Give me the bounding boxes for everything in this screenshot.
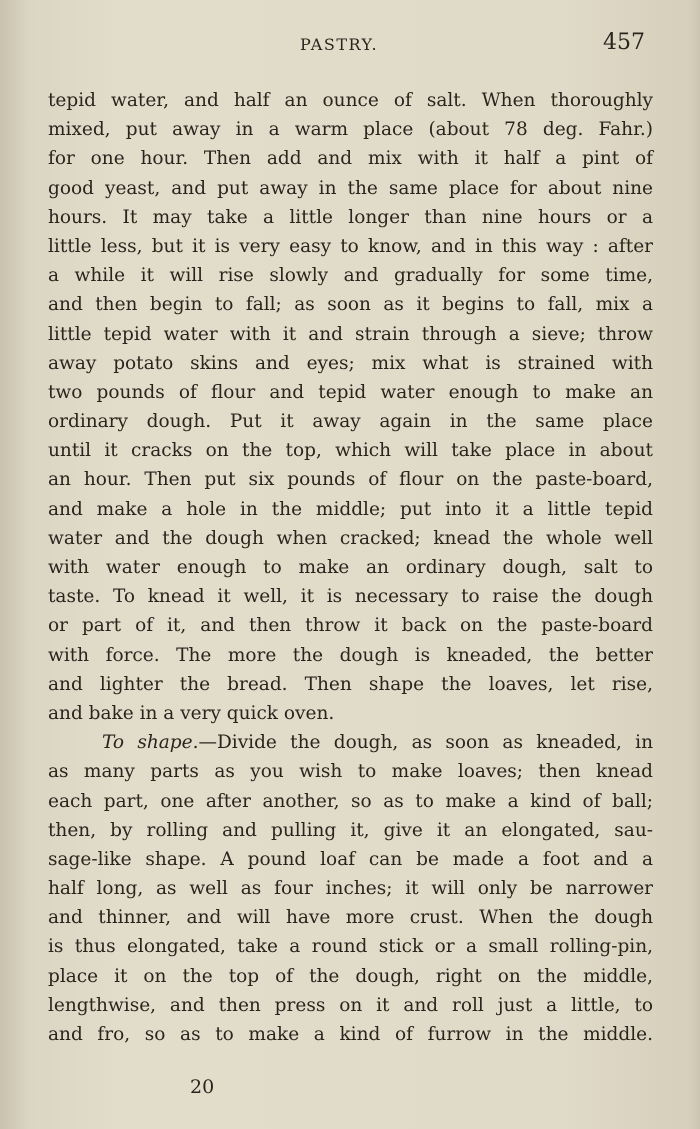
text-line: taste. To knead it well, it is necessary to raise the dough <box>48 586 653 608</box>
text-line: then, by rolling and pulling it, give it an elongated, sau- <box>48 819 653 841</box>
text-line: for one hour. Then add and mix with it half a pint of <box>48 148 653 170</box>
text-line: an hour. Then put six pounds of flour on the paste-board, <box>48 469 653 491</box>
text-line: tepid water, and half an ounce of salt. When thoroughly <box>48 90 653 111</box>
text-line: away potato skins and eyes; mix what is strained with <box>48 352 653 374</box>
shape-label: To shape. <box>102 732 199 754</box>
text-line: and fro, so as to make a kind of furrow in the middle. <box>48 1024 653 1045</box>
shape-paragraph-first-line <box>48 728 653 757</box>
text-line: sage-like shape. A pound loaf can be made a foot and a <box>48 848 653 870</box>
text-line: until it cracks on the top, which will take place in about <box>48 440 653 462</box>
text-line: with force. The more the dough is kneaded, the better <box>48 644 653 666</box>
running-head <box>0 30 700 58</box>
text-line: mixed, put away in a warm place (about 78 deg. Fahr.) <box>48 119 653 141</box>
text-line: ordinary dough. Put it away again in the same place <box>48 411 653 433</box>
text-line: lengthwise, and then press on it and roll just a little, to <box>48 994 653 1016</box>
shape-first-line-text: —Divide the dough, as soon as kneaded, in <box>198 732 653 754</box>
page-number: 457 <box>603 30 645 55</box>
text-line: and then begin to fall; as soon as it begins to fall, mix a <box>48 294 653 316</box>
text-line: little less, but it is very easy to know, and in this way : after <box>48 235 653 257</box>
text-line: half long, as well as four inches; it will only be narrower <box>48 878 653 900</box>
text-line: and bake in a very quick oven. <box>48 702 335 724</box>
text-line: place it on the top of the dough, right on the middle, <box>48 965 653 987</box>
text-line: water and the dough when cracked; knead the whole well <box>48 527 653 549</box>
text-line: and make a hole in the middle; put into it a little tepid <box>48 498 653 520</box>
text-line: good yeast, and put away in the same place for about nine <box>48 177 653 199</box>
text-line: hours. It may take a little longer than nine hours or a <box>48 206 653 228</box>
body-text <box>48 86 653 1049</box>
running-head-title: PASTRY. <box>300 35 379 54</box>
text-line: and lighter the bread. Then shape the loaves, let rise, <box>48 673 653 695</box>
signature-mark: 20 <box>190 1076 215 1098</box>
text-line: a while it will rise slowly and gradually for some time, <box>48 265 653 287</box>
text-line: each part, one after another, so as to make a kind of ball; <box>48 790 653 812</box>
text-line: is thus elongated, take a round stick or a small rolling-pin, <box>48 936 653 958</box>
text-line: and thinner, and will have more crust. When the dough <box>48 907 653 929</box>
text-line: little tepid water with it and strain through a sieve; throw <box>48 323 653 345</box>
text-line: or part of it, and then throw it back on the paste-board <box>48 615 653 637</box>
text-line: with water enough to make an ordinary dough, salt to <box>48 557 653 578</box>
text-line: as many parts as you wish to make loaves; then knead <box>48 761 653 783</box>
text-line: two pounds of flour and tepid water enough to make an <box>48 381 653 403</box>
